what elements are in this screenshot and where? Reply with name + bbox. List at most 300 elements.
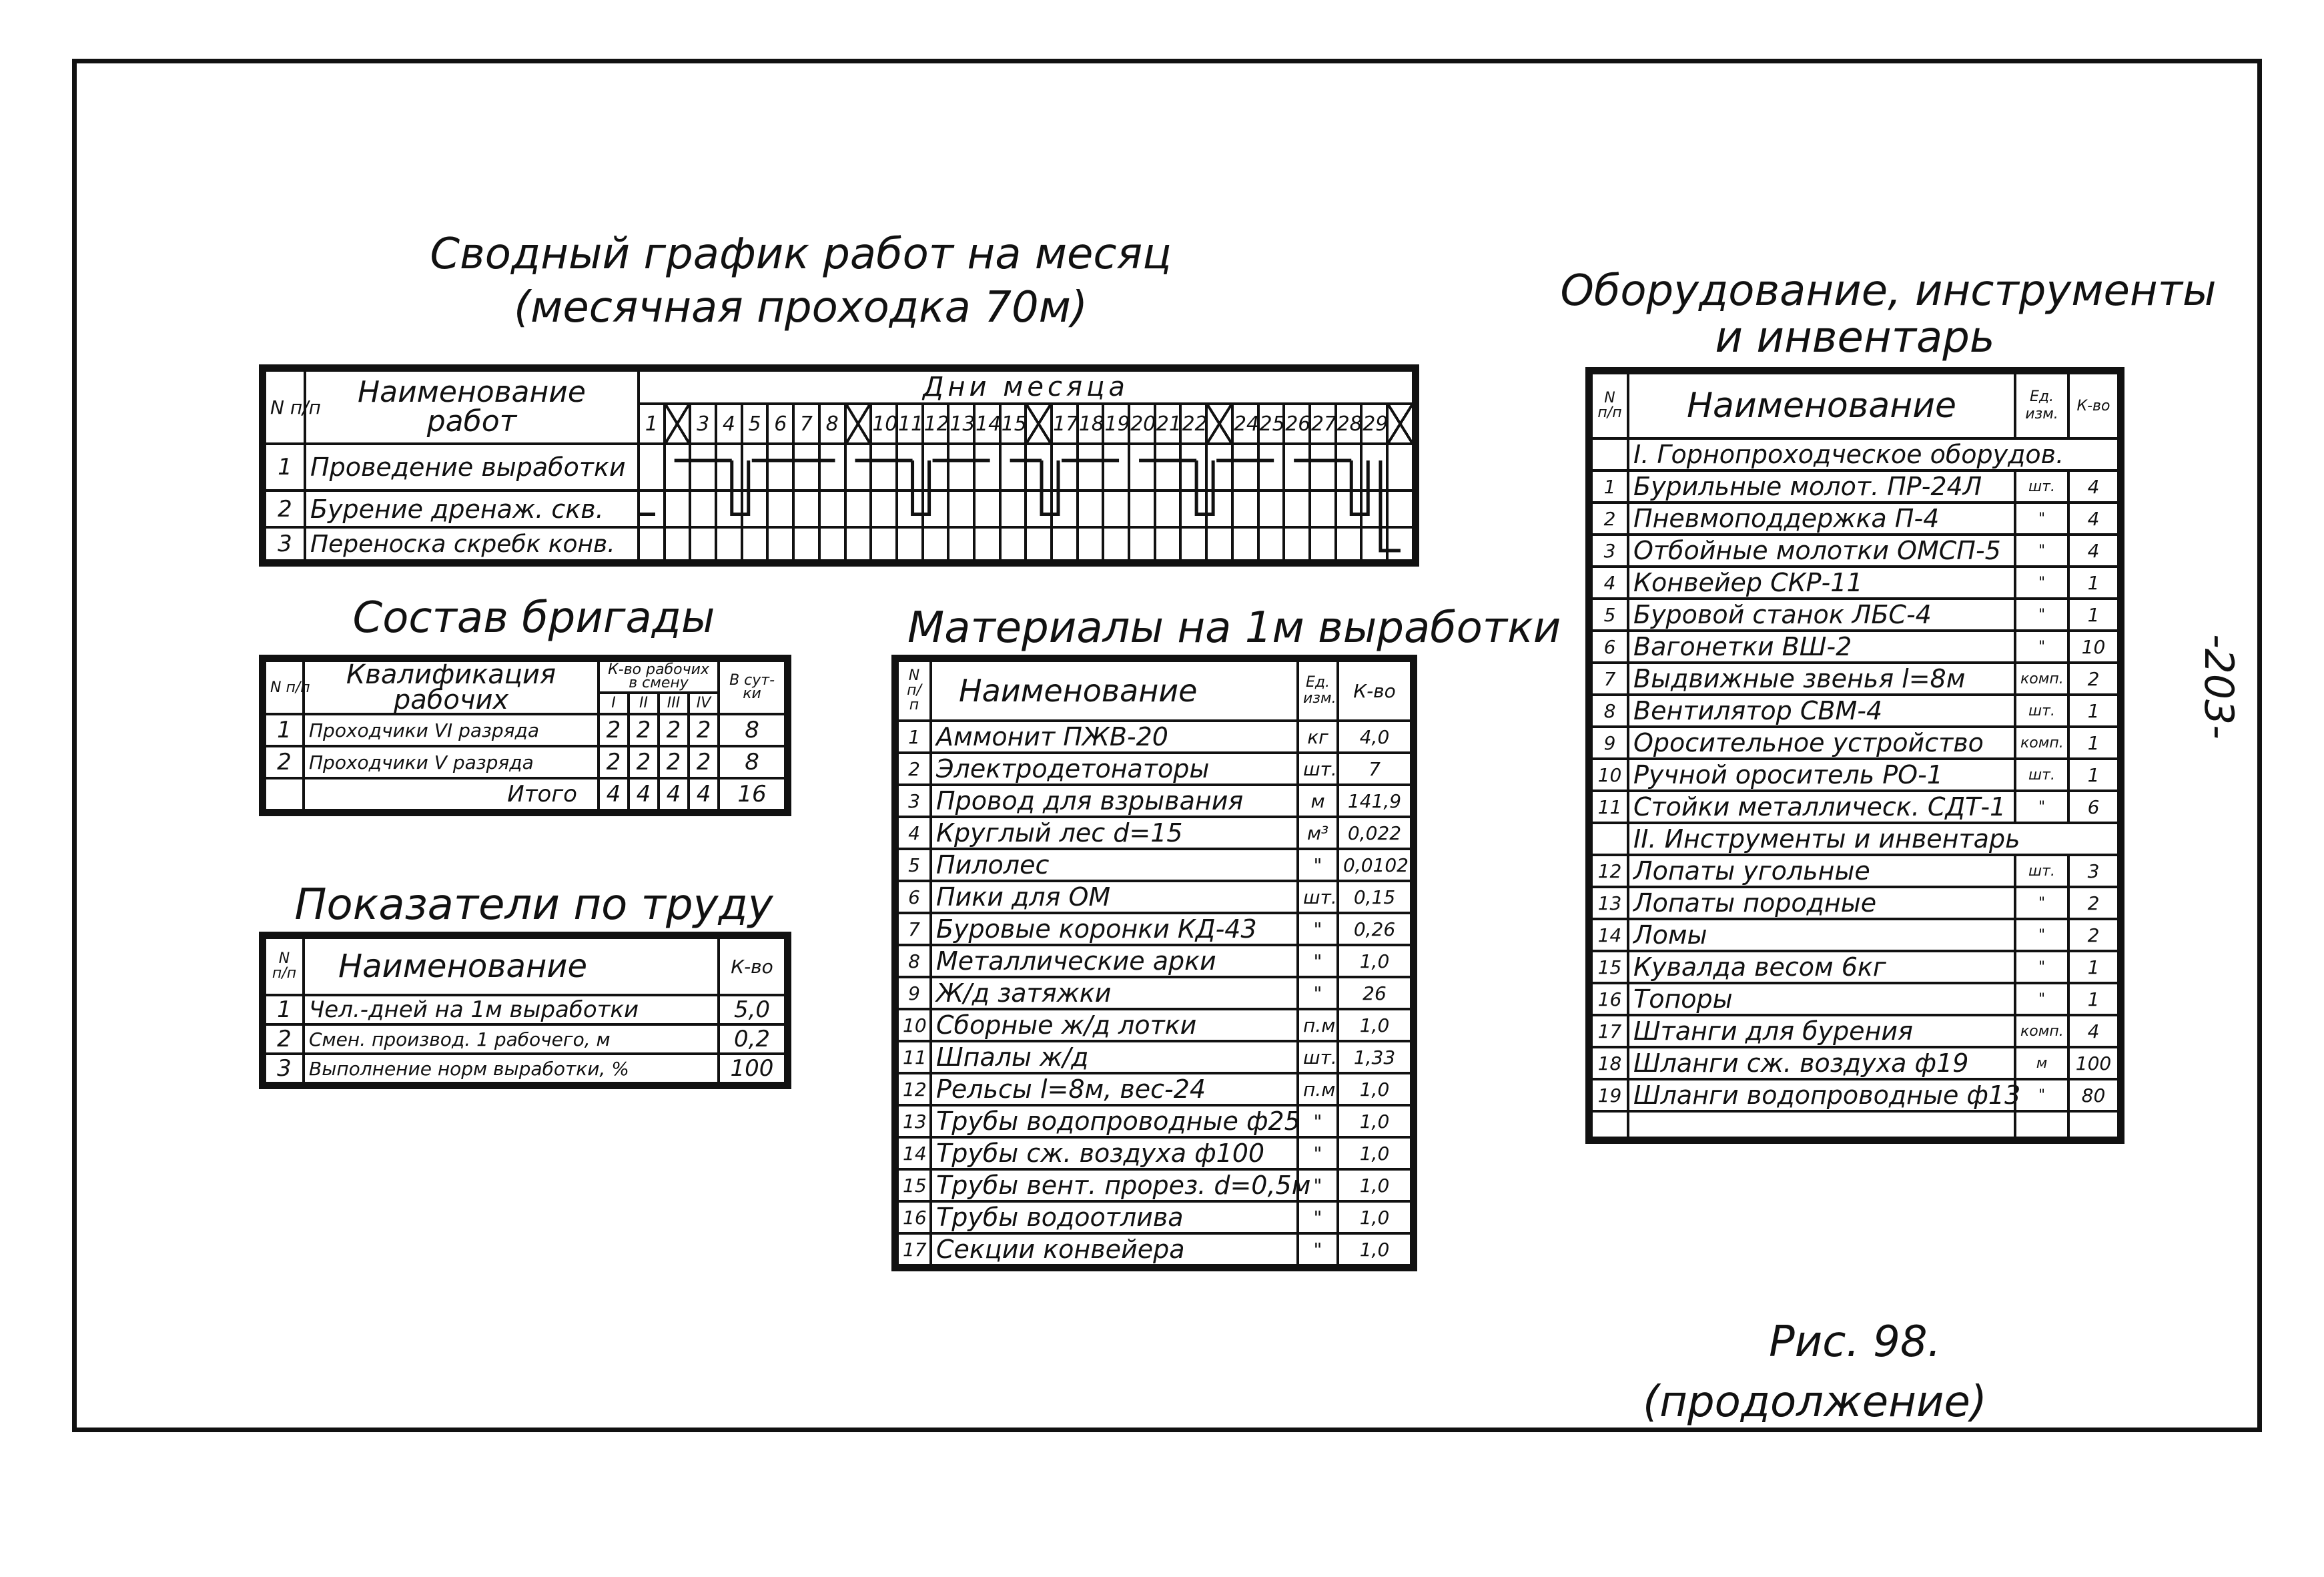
section-row: [1591, 438, 2118, 470]
grid-cell: [1000, 491, 1026, 527]
empty-cell: [1628, 1111, 2015, 1138]
row-num: 16: [897, 1201, 931, 1233]
cell-value: 2: [599, 746, 629, 778]
cell-value: 4: [689, 778, 719, 810]
table-row: [1591, 1079, 2118, 1111]
grid-cell: [1258, 491, 1284, 527]
table-row: [897, 721, 1411, 753]
row-name: Трубы водоотлива: [931, 1201, 1298, 1233]
empty-cell: [2015, 1111, 2068, 1138]
row-num: 14: [1591, 919, 1628, 951]
row-name: Переноска скребк конв.: [305, 527, 639, 561]
grid-cell: [1361, 444, 1387, 491]
header-shift: IV: [689, 693, 719, 714]
grid-cell: [1103, 527, 1129, 561]
header-per-day: В сут-ки: [719, 661, 785, 714]
day-cell: 3: [690, 404, 716, 444]
materials-title: Материалы на 1м выработки: [907, 603, 1561, 653]
row-num: 1: [897, 721, 931, 753]
row-unit: ": [2015, 1079, 2068, 1111]
row-num: 14: [897, 1137, 931, 1169]
row-name: Электродетонаторы: [931, 753, 1298, 785]
equipment-table: [1590, 372, 2120, 1139]
row-value: 4,0: [1338, 721, 1411, 753]
row-value: 0,26: [1338, 913, 1411, 945]
empty-row: [1591, 1111, 2118, 1138]
row-name: Смен. производ. 1 рабочего, м: [304, 1024, 719, 1054]
day-off-cell: [845, 404, 871, 444]
day-cell: 17: [1052, 404, 1078, 444]
header-num: N п/п: [265, 370, 305, 444]
cell-value: 2: [659, 746, 689, 778]
grid-cell: [819, 444, 845, 491]
materials-table: [896, 659, 1413, 1267]
table-row: [1591, 791, 2118, 823]
cell-value: 2: [689, 746, 719, 778]
day-cell: 8: [819, 404, 845, 444]
grid-cell: [1206, 527, 1232, 561]
grid-cell: [1387, 527, 1413, 561]
cell-value: 2: [689, 714, 719, 746]
row-name: Вагонетки ВШ-2: [1628, 631, 2015, 663]
row-num: 4: [897, 817, 931, 849]
row-name: Аммонит ПЖВ-20: [931, 721, 1298, 753]
grid-cell: [819, 527, 845, 561]
header-name: Наименование: [1628, 373, 2015, 438]
row-unit: ": [2015, 887, 2068, 919]
grid-cell: [793, 491, 819, 527]
row-unit: шт.: [2015, 855, 2068, 887]
row-num: 5: [897, 849, 931, 881]
grid-cell: [845, 491, 871, 527]
row-name: Ломы: [1628, 919, 2015, 951]
grid-cell: [819, 491, 845, 527]
cell-value: 4: [659, 778, 689, 810]
row-value: 1,0: [1338, 1233, 1411, 1265]
row-num: 1: [265, 995, 304, 1024]
row-num: 2: [265, 491, 305, 527]
grid-cell: [690, 491, 716, 527]
empty-cell: [1591, 1111, 1628, 1138]
row-name: Лопаты породные: [1628, 887, 2015, 919]
row-name: Кувалда весом 6кг: [1628, 951, 2015, 983]
row-unit: ": [2015, 791, 2068, 823]
row-num: 13: [1591, 887, 1628, 919]
grid-cell: [1103, 444, 1129, 491]
day-cell: 22: [1180, 404, 1206, 444]
grid-cell: [1310, 444, 1336, 491]
day-off-cell: [665, 404, 691, 444]
table-row: [897, 977, 1411, 1009]
row-value: 0,15: [1338, 881, 1411, 913]
row-unit: ": [1298, 913, 1338, 945]
header-name: Наименование: [304, 938, 719, 995]
grid-cell: [948, 527, 974, 561]
grid-cell: [1155, 491, 1181, 527]
table-row: [265, 995, 785, 1024]
row-num: 16: [1591, 983, 1628, 1015]
table-row: [265, 527, 1413, 561]
grid-cell: [1284, 491, 1310, 527]
table-row: [897, 1041, 1411, 1073]
row-name: Трубы водопроводные ф25: [931, 1105, 1298, 1137]
row-num: 11: [897, 1041, 931, 1073]
row-num: 18: [1591, 1047, 1628, 1079]
grid-cell: [1336, 444, 1362, 491]
row-name: Конвейер СКР-11: [1628, 567, 2015, 599]
equipment-subtitle: и инвентарь: [1715, 313, 1995, 362]
grid-cell: [639, 444, 665, 491]
row-unit: шт.: [2015, 470, 2068, 503]
row-name: Стойки металлическ. СДТ-1: [1628, 791, 2015, 823]
labor-title: Показатели по труду: [294, 880, 773, 930]
row-unit: ": [1298, 1137, 1338, 1169]
row-value: 141,9: [1338, 785, 1411, 817]
grid-cell: [1078, 444, 1104, 491]
grid-cell: [1180, 527, 1206, 561]
grid-cell: [665, 444, 691, 491]
row-name: Металлические арки: [931, 945, 1298, 977]
row-name: Рельсы l=8м, вес-24: [931, 1073, 1298, 1105]
grid-cell: [742, 444, 768, 491]
row-unit: п.м.: [1298, 1009, 1338, 1041]
labor-table: [264, 936, 787, 1084]
grid-cell: [871, 491, 897, 527]
table-row-total: [265, 778, 785, 810]
row-value: 26: [1338, 977, 1411, 1009]
row-num: 19: [1591, 1079, 1628, 1111]
row-name: Выполнение норм выработки, %: [304, 1054, 719, 1083]
day-cell: 7: [793, 404, 819, 444]
grid-cell: [871, 527, 897, 561]
day-cell: 18: [1078, 404, 1104, 444]
row-name: Лопаты угольные: [1628, 855, 2015, 887]
row-unit: комп.: [2015, 727, 2068, 759]
row-unit: ": [2015, 599, 2068, 631]
row-value: 0,022: [1338, 817, 1411, 849]
figure-caption-continued: (продолжение): [1643, 1377, 1987, 1427]
row-num: 7: [897, 913, 931, 945]
day-cell: 27: [1310, 404, 1336, 444]
day-off-cell: [1026, 404, 1052, 444]
row-num: 12: [1591, 855, 1628, 887]
table-row: [897, 785, 1411, 817]
grid-cell: [1078, 491, 1104, 527]
grid-cell: [1078, 527, 1104, 561]
row-name: Буровой станок ЛБС-4: [1628, 599, 2015, 631]
grid-cell: [1361, 527, 1387, 561]
grid-cell: [1000, 527, 1026, 561]
grid-cell: [793, 527, 819, 561]
table-row: [1591, 1015, 2118, 1047]
row-name: Провод для взрывания: [931, 785, 1298, 817]
table-row: [897, 1201, 1411, 1233]
table-row: [1591, 919, 2118, 951]
row-value: 1,0: [1338, 1105, 1411, 1137]
equipment-title: Оборудование, инструменты: [1560, 266, 2217, 316]
grid-cell: [845, 444, 871, 491]
table-row: [1591, 599, 2118, 631]
empty-cell: [1591, 823, 1628, 855]
row-value: 3: [2068, 855, 2118, 887]
grid-cell: [767, 444, 793, 491]
row-value: 1,0: [1338, 945, 1411, 977]
row-unit: ": [1298, 1201, 1338, 1233]
row-num: 15: [1591, 951, 1628, 983]
grid-cell: [1258, 527, 1284, 561]
row-value: 1,0: [1338, 1137, 1411, 1169]
row-name: Проведение выработки: [305, 444, 639, 491]
table-row: [1591, 855, 2118, 887]
row-unit: м: [1298, 785, 1338, 817]
cell-value: 2: [599, 714, 629, 746]
table-row: [1591, 887, 2118, 919]
row-num: 1: [265, 714, 304, 746]
section-row: [1591, 823, 2118, 855]
section-title: II. Инструменты и инвентарь: [1628, 823, 2118, 855]
row-unit: ": [2015, 631, 2068, 663]
header-unit: Ед. изм.: [1298, 661, 1338, 721]
row-num: 9: [1591, 727, 1628, 759]
row-value: 1: [2068, 599, 2118, 631]
header-name: Наименование: [931, 661, 1298, 721]
cell-value: 100: [719, 1054, 785, 1083]
day-cell: 12: [923, 404, 949, 444]
row-num: 10: [1591, 759, 1628, 791]
grid-cell: [716, 491, 742, 527]
row-num: 10: [897, 1009, 931, 1041]
row-unit: шт.: [1298, 1041, 1338, 1073]
row-unit: ": [2015, 567, 2068, 599]
table-row: [897, 849, 1411, 881]
row-num: 3: [897, 785, 931, 817]
row-value: 1: [2068, 727, 2118, 759]
grid-cell: [897, 527, 923, 561]
brigade-table: [264, 659, 787, 812]
row-num: 17: [1591, 1015, 1628, 1047]
row-name: Секции конвейера: [931, 1233, 1298, 1265]
header-num: N п/п: [1591, 373, 1628, 438]
table-row: [265, 491, 1413, 527]
row-name: Проходчики V разряда: [304, 746, 599, 778]
row-num: 8: [897, 945, 931, 977]
grid-cell: [690, 527, 716, 561]
grid-cell: [1129, 444, 1155, 491]
row-name: Сборные ж/д лотки: [931, 1009, 1298, 1041]
row-value: 2: [2068, 663, 2118, 695]
header-name: Наименование работ: [305, 370, 639, 444]
grid-cell: [974, 527, 1000, 561]
table-row: [1591, 503, 2118, 535]
row-name: Круглый лес d=15: [931, 817, 1298, 849]
row-num: 2: [265, 1024, 304, 1054]
day-cell: 4: [716, 404, 742, 444]
table-row: [897, 1009, 1411, 1041]
grid-cell: [1026, 527, 1052, 561]
header-unit: Ед. изм.: [2015, 373, 2068, 438]
row-num: 13: [897, 1105, 931, 1137]
cell-value: 2: [629, 746, 659, 778]
header-num: N п/п: [265, 661, 304, 714]
day-cell: 13: [948, 404, 974, 444]
row-value: 6: [2068, 791, 2118, 823]
row-name: Топоры: [1628, 983, 2015, 1015]
grid-cell: [948, 444, 974, 491]
schedule-title: Сводный график работ на месяц: [430, 230, 1172, 279]
table-row: [897, 817, 1411, 849]
table-row: [897, 753, 1411, 785]
grid-cell: [1026, 491, 1052, 527]
table-row: [265, 746, 785, 778]
row-value: 4: [2068, 1015, 2118, 1047]
row-name: Оросительное устройство: [1628, 727, 2015, 759]
row-num: 2: [897, 753, 931, 785]
row-value: 4: [2068, 470, 2118, 503]
row-num: 7: [1591, 663, 1628, 695]
row-unit: ": [1298, 1233, 1338, 1265]
row-name: Пневмоподдержка П-4: [1628, 503, 2015, 535]
table-row: [897, 1105, 1411, 1137]
row-name: Ж/д затяжки: [931, 977, 1298, 1009]
cell-value: 2: [659, 714, 689, 746]
grid-cell: [742, 527, 768, 561]
grid-cell: [1026, 444, 1052, 491]
row-num: 3: [265, 527, 305, 561]
grid-cell: [1232, 444, 1258, 491]
row-name: Выдвижные звенья l=8м: [1628, 663, 2015, 695]
row-value: 1: [2068, 951, 2118, 983]
row-name: Ручной ороситель РО-1: [1628, 759, 2015, 791]
grid-cell: [767, 527, 793, 561]
row-name: Чел.-дней на 1м выработки: [304, 995, 719, 1024]
header-count: К-во рабочих в смену: [599, 661, 719, 693]
cell-value: 4: [599, 778, 629, 810]
row-name: Трубы вент. прорез. d=0,5м: [931, 1169, 1298, 1201]
grid-cell: [793, 444, 819, 491]
row-unit: комп.: [2015, 1015, 2068, 1047]
row-unit: кг: [1298, 721, 1338, 753]
table-row: [897, 1169, 1411, 1201]
row-unit: м: [2015, 1047, 2068, 1079]
day-off-cell: [1387, 404, 1413, 444]
day-cell: 26: [1284, 404, 1310, 444]
day-cell: 6: [767, 404, 793, 444]
grid-cell: [1387, 444, 1413, 491]
grid-cell: [1000, 444, 1026, 491]
grid-cell: [1206, 491, 1232, 527]
row-value: 1: [2068, 759, 2118, 791]
table-row: [897, 1137, 1411, 1169]
row-value: 2: [2068, 919, 2118, 951]
table-row: [897, 881, 1411, 913]
table-row: [897, 913, 1411, 945]
grid-cell: [923, 527, 949, 561]
day-cell: 24: [1232, 404, 1258, 444]
row-value: 4: [2068, 535, 2118, 567]
section-title: I. Горнопроходческое оборудов.: [1628, 438, 2118, 470]
row-name: Бурильные молот. ПР-24Л: [1628, 470, 2015, 503]
cell-value: 0,2: [719, 1024, 785, 1054]
row-value: 1: [2068, 695, 2118, 727]
grid-cell: [1284, 527, 1310, 561]
day-cell: 15: [1000, 404, 1026, 444]
table-row: [265, 1054, 785, 1083]
day-cell: 28: [1336, 404, 1362, 444]
row-unit: ": [2015, 503, 2068, 535]
row-unit: ": [1298, 849, 1338, 881]
grid-cell: [1155, 444, 1181, 491]
row-num: 17: [897, 1233, 931, 1265]
row-unit: комп.: [2015, 663, 2068, 695]
row-name: Шланги водопроводные ф13: [1628, 1079, 2015, 1111]
grid-cell: [1180, 491, 1206, 527]
grid-cell: [974, 491, 1000, 527]
grid-cell: [923, 491, 949, 527]
day-off-cell: [1206, 404, 1232, 444]
grid-cell: [1052, 444, 1078, 491]
empty-cell: [1591, 438, 1628, 470]
table-row: [1591, 567, 2118, 599]
row-name: Трубы сж. воздуха ф100: [931, 1137, 1298, 1169]
row-unit: ": [1298, 977, 1338, 1009]
grid-cell: [897, 491, 923, 527]
row-unit: ": [2015, 983, 2068, 1015]
row-num: 2: [265, 746, 304, 778]
grid-cell: [742, 491, 768, 527]
header-num: N п/п: [265, 938, 304, 995]
grid-cell: [690, 444, 716, 491]
row-unit: ": [2015, 535, 2068, 567]
grid-cell: [1310, 491, 1336, 527]
row-name: Шланги сж. воздуха ф19: [1628, 1047, 2015, 1079]
row-unit: ": [1298, 1105, 1338, 1137]
row-num: 5: [1591, 599, 1628, 631]
cell-value: 2: [629, 714, 659, 746]
cell-value: 4: [629, 778, 659, 810]
header-value: К-во: [719, 938, 785, 995]
header-num: N п/п: [897, 661, 931, 721]
row-name: Пики для ОМ: [931, 881, 1298, 913]
page-number: -203-: [2195, 634, 2242, 739]
day-cell: 5: [742, 404, 768, 444]
row-name: Проходчики VI разряда: [304, 714, 599, 746]
header-shift: II: [629, 693, 659, 714]
grid-cell: [716, 444, 742, 491]
row-name: Бурение дренаж. скв.: [305, 491, 639, 527]
cell-value: 8: [719, 714, 785, 746]
total-label: Итого: [304, 778, 599, 810]
row-unit: м³: [1298, 817, 1338, 849]
grid-cell: [948, 491, 974, 527]
row-num: 1: [265, 444, 305, 491]
header-qualification: Квалификация рабочих: [304, 661, 599, 714]
row-name: Штанги для бурения: [1628, 1015, 2015, 1047]
row-unit: ": [2015, 951, 2068, 983]
row-num: 15: [897, 1169, 931, 1201]
day-cell: 10: [871, 404, 897, 444]
grid-cell: [665, 527, 691, 561]
day-cell: 1: [639, 404, 665, 444]
row-value: 1,0: [1338, 1169, 1411, 1201]
row-name: Шпалы ж/д: [931, 1041, 1298, 1073]
row-unit: шт.: [2015, 759, 2068, 791]
row-unit: шт.: [1298, 753, 1338, 785]
row-num: 9: [897, 977, 931, 1009]
grid-cell: [871, 444, 897, 491]
row-num: 4: [1591, 567, 1628, 599]
row-value: 7: [1338, 753, 1411, 785]
row-value: 10: [2068, 631, 2118, 663]
